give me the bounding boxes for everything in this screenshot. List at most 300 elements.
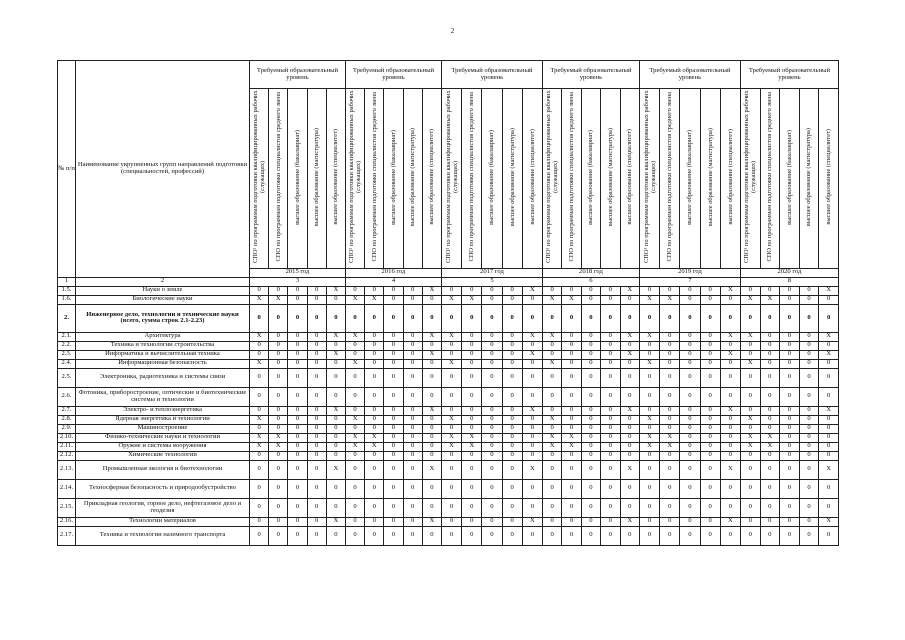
cell-value: 0 [522,424,542,433]
cell-value: 0 [581,368,600,387]
cell-value: 0 [700,415,720,424]
cell-value: 0 [780,359,800,368]
cell-value: 0 [522,295,542,304]
cell-value: 0 [422,341,441,350]
cell-value: 0 [660,526,680,545]
cell-value: 0 [250,517,269,526]
cell-value: 0 [462,387,482,406]
cell-value: 0 [522,341,542,350]
cell-value: 0 [502,451,522,460]
cell-value: 0 [307,442,326,451]
cell-value: 0 [542,498,561,517]
cell-value: 0 [403,295,422,304]
cell-value: 0 [780,332,800,341]
header-level-4 [700,89,720,269]
cell-value: 0 [384,304,403,332]
cell-value: X [720,460,740,479]
cell-value: 0 [365,406,384,415]
cell-value: X [422,517,441,526]
header-year: 2015 год [250,268,346,277]
header-level-text: высшее образование (бакалавриат) [293,129,301,225]
cell-value: 0 [660,368,680,387]
header-level-5 [326,89,345,269]
cell-value: 0 [799,517,819,526]
header-level-5 [720,89,740,269]
cell-value: 0 [403,433,422,442]
cell-value: 0 [522,415,542,424]
cell-value: 0 [581,350,600,359]
header-level-text: высшее образование (бакалавриат) [686,129,694,225]
header-level-group: Требуемый образовательный уровень [441,61,542,89]
cell-value: 0 [601,433,620,442]
cell-value: 0 [780,387,800,406]
cell-value: 0 [799,332,819,341]
cell-value: 0 [581,286,600,295]
cell-value: 0 [288,424,307,433]
cell-value: 0 [502,332,522,341]
cell-value: 0 [482,304,502,332]
education-requirements-table [57,60,839,546]
cell-value: 0 [620,341,639,350]
cell-value: 0 [780,295,800,304]
cell-value: 0 [482,332,502,341]
cell-value: 0 [462,479,482,498]
cell-value: 0 [799,424,819,433]
cell-value: 0 [740,424,760,433]
cell-value: 0 [482,424,502,433]
cell-value: X [660,433,680,442]
cell-value: 0 [819,368,839,387]
cell-value: X [326,286,345,295]
cell-value: 0 [384,406,403,415]
cell-value: 0 [502,460,522,479]
row-number: 2.3. [58,350,76,359]
cell-value: X [522,517,542,526]
cell-value: 0 [740,460,760,479]
row-name: Ядерная энергетика и технологии [76,415,250,424]
cell-value: 0 [819,442,839,451]
cell-value: 0 [581,460,600,479]
cell-value: 0 [760,526,780,545]
column-number: 1 [58,277,76,286]
cell-value: 0 [700,295,720,304]
cell-value: 0 [441,517,461,526]
cell-value: X [326,332,345,341]
cell-value: 0 [462,451,482,460]
cell-value: 0 [760,368,780,387]
cell-value: 0 [502,517,522,526]
cell-value: 0 [250,479,269,498]
header-level-4 [799,89,819,269]
table-row [58,350,839,359]
cell-value: 0 [799,526,819,545]
table-row [58,387,839,406]
cell-value: 0 [680,286,700,295]
cell-value: 0 [365,368,384,387]
cell-value: 0 [345,451,364,460]
table-row [58,368,839,387]
cell-value: 0 [581,406,600,415]
cell-value: 0 [269,341,288,350]
cell-value: 0 [700,460,720,479]
cell-value: 0 [780,442,800,451]
cell-value: 0 [601,387,620,406]
cell-value: 0 [660,424,680,433]
cell-value: 0 [345,526,364,545]
cell-value: 0 [581,498,600,517]
row-name: Промышленная экология и биотехнологии [76,460,250,479]
cell-value: 0 [639,368,659,387]
cell-value: 0 [482,442,502,451]
cell-value: 0 [269,424,288,433]
cell-value: 0 [799,286,819,295]
cell-value: 0 [680,295,700,304]
header-level-1 [740,89,760,269]
cell-value: 0 [680,460,700,479]
cell-value: X [639,359,659,368]
cell-value: 0 [720,359,740,368]
cell-value: 0 [422,424,441,433]
table-row [58,479,839,498]
cell-value: 0 [307,424,326,433]
table-row [58,517,839,526]
cell-value: 0 [269,498,288,517]
header-level-2 [269,89,288,269]
table-row [58,424,839,433]
cell-value: 0 [819,387,839,406]
cell-value: 0 [384,368,403,387]
cell-value: X [720,517,740,526]
table-row [58,498,839,517]
cell-value: 0 [819,526,839,545]
table-row [58,295,839,304]
cell-value: 0 [700,442,720,451]
cell-value: 0 [581,295,600,304]
cell-value: 0 [660,406,680,415]
cell-value: 0 [700,350,720,359]
header-level-text: высшее образование (бакалавриат) [389,129,397,225]
cell-value: 0 [760,406,780,415]
cell-value: 0 [462,498,482,517]
cell-value: X [522,332,542,341]
cell-value: 0 [422,359,441,368]
cell-value: X [639,433,659,442]
cell-value: 0 [639,498,659,517]
cell-value: 0 [307,332,326,341]
cell-value: X [422,350,441,359]
cell-value: X [639,295,659,304]
cell-value: 0 [462,304,482,332]
header-level-2 [660,89,680,269]
cell-value: 0 [502,433,522,442]
cell-value: 0 [288,479,307,498]
cell-value: 0 [581,387,600,406]
cell-value: 0 [819,341,839,350]
cell-value: 0 [639,304,659,332]
header-level-2 [365,89,384,269]
cell-value: 0 [288,295,307,304]
cell-value: 0 [384,526,403,545]
cell-value: 0 [250,460,269,479]
cell-value: 0 [326,526,345,545]
cell-value: 0 [639,387,659,406]
cell-value: 0 [482,451,502,460]
cell-value: 0 [620,442,639,451]
cell-value: 0 [502,526,522,545]
cell-value: 0 [660,350,680,359]
cell-value: 0 [660,479,680,498]
cell-value: 0 [760,332,780,341]
cell-value: 0 [288,350,307,359]
cell-value: 0 [740,517,760,526]
cell-value: 0 [542,451,561,460]
cell-value: 0 [700,526,720,545]
cell-value: X [819,286,839,295]
cell-value: 0 [482,433,502,442]
cell-value: 0 [403,286,422,295]
cell-value: 0 [269,350,288,359]
header-level-group: Требуемый образовательный уровень [639,61,740,89]
table-row [58,304,839,332]
cell-value: 0 [462,332,482,341]
cell-value: 0 [562,517,581,526]
header-level-text: СПО по программам подготовки специалистов среднего звена [274,92,282,262]
header-level-text: высшее образование (магистратура) [606,127,614,227]
cell-value: 0 [441,286,461,295]
cell-value: X [542,415,561,424]
cell-value: 0 [639,286,659,295]
cell-value: 0 [288,526,307,545]
header-level-3 [780,89,800,269]
cell-value: 0 [384,286,403,295]
cell-value: 0 [482,341,502,350]
cell-value: 0 [462,286,482,295]
cell-value: 0 [250,341,269,350]
cell-value: 0 [269,451,288,460]
cell-value: 0 [365,451,384,460]
cell-value: 0 [462,517,482,526]
cell-value: 0 [562,451,581,460]
cell-value: 0 [740,526,760,545]
cell-value: 0 [482,286,502,295]
row-number: 2.14. [58,479,76,498]
cell-value: 0 [384,479,403,498]
header-level-text: высшее образование (специалитет) [428,129,436,225]
cell-value: 0 [780,406,800,415]
header-level-text: СПО¹ по программам подготовки квалифицированных рабочих (служащих) [743,90,758,264]
header-level-2 [462,89,482,269]
cell-value: 0 [639,517,659,526]
header-year: 2016 год [345,268,441,277]
cell-value: 0 [482,295,502,304]
cell-value: X [250,415,269,424]
cell-value: 0 [441,479,461,498]
cell-value: 0 [345,368,364,387]
cell-value: 0 [288,332,307,341]
cell-value: 0 [620,387,639,406]
cell-value: 0 [639,341,659,350]
cell-value: 0 [482,387,502,406]
cell-value: 0 [700,451,720,460]
cell-value: 0 [502,286,522,295]
cell-value: 0 [720,341,740,350]
cell-value: 0 [365,479,384,498]
header-level-text: высшее образование (специалитет) [626,129,634,225]
cell-value: 0 [620,304,639,332]
cell-value: X [522,350,542,359]
header-level-text: СПО¹ по программам подготовки квалифицированных рабочих (служащих) [252,90,267,264]
cell-value: X [269,433,288,442]
cell-value: X [760,442,780,451]
cell-value: 0 [441,350,461,359]
cell-value: 0 [780,498,800,517]
header-name: Наименование укрупненных групп направлений подготовки (специальностей, профессий) [76,61,250,278]
cell-value: 0 [345,406,364,415]
cell-value: 0 [384,517,403,526]
table-row [58,286,839,295]
cell-value: 0 [403,332,422,341]
cell-value: 0 [542,424,561,433]
cell-value: 0 [307,286,326,295]
cell-value: 0 [326,359,345,368]
cell-value: 0 [581,341,600,350]
cell-value: 0 [700,341,720,350]
cell-value: 0 [462,341,482,350]
cell-value: 0 [799,442,819,451]
cell-value: 0 [799,341,819,350]
cell-value: 0 [720,304,740,332]
cell-value: X [441,442,461,451]
cell-value: 0 [403,415,422,424]
cell-value: 0 [502,415,522,424]
cell-value: 0 [307,498,326,517]
cell-value: 0 [365,332,384,341]
cell-value: 0 [482,479,502,498]
cell-value: 0 [760,304,780,332]
cell-value: 0 [307,368,326,387]
cell-value: 0 [799,415,819,424]
cell-value: 0 [365,359,384,368]
cell-value: 0 [760,498,780,517]
cell-value: 0 [403,387,422,406]
header-level-4 [502,89,522,269]
header-level-1 [542,89,561,269]
cell-value: 0 [601,442,620,451]
cell-value: 0 [269,359,288,368]
cell-value: 0 [680,442,700,451]
cell-value: X [326,350,345,359]
cell-value: 0 [307,433,326,442]
cell-value: 0 [720,498,740,517]
cell-value: 0 [601,451,620,460]
cell-value: 0 [250,387,269,406]
header-level-4 [307,89,326,269]
column-number: 4 [345,277,441,286]
cell-value: 0 [384,451,403,460]
cell-value: 0 [660,451,680,460]
cell-value: 0 [680,359,700,368]
cell-value: X [660,295,680,304]
cell-value: X [720,350,740,359]
cell-value: X [542,332,561,341]
cell-value: 0 [345,387,364,406]
cell-value: 0 [700,387,720,406]
cell-value: 0 [482,517,502,526]
cell-value: X [542,433,561,442]
header-level-text: высшее образование (специалитет) [332,129,340,225]
cell-value: 0 [542,368,561,387]
header-level-text: высшее образование (бакалавриат) [785,129,793,225]
cell-value: 0 [700,332,720,341]
cell-value: 0 [780,433,800,442]
cell-value: 0 [680,433,700,442]
header-level-3 [482,89,502,269]
cell-value: 0 [680,332,700,341]
cell-value: 0 [422,433,441,442]
cell-value: X [620,460,639,479]
cell-value: 0 [542,350,561,359]
row-number: 2.9. [58,424,76,433]
cell-value: 0 [345,341,364,350]
cell-value: 0 [542,517,561,526]
cell-value: X [422,332,441,341]
cell-value: 0 [250,526,269,545]
cell-value: X [562,295,581,304]
cell-value: 0 [288,415,307,424]
cell-value: 0 [620,359,639,368]
row-number: 2.5. [58,368,76,387]
cell-value: X [620,406,639,415]
cell-value: 0 [819,451,839,460]
cell-value: 0 [403,526,422,545]
cell-value: 0 [780,479,800,498]
cell-value: 0 [384,295,403,304]
cell-value: 0 [780,424,800,433]
cell-value: 0 [639,526,659,545]
cell-value: 0 [422,415,441,424]
cell-value: 0 [326,295,345,304]
header-year: 2017 год [441,268,542,277]
cell-value: X [345,415,364,424]
row-name: Инженерное дело, технологии и технические науки (всего, сумма строк 2.1-2.23) [76,304,250,332]
cell-value: 0 [462,406,482,415]
cell-value: 0 [639,460,659,479]
cell-value: 0 [700,304,720,332]
cell-value: 0 [620,368,639,387]
cell-value: 0 [326,415,345,424]
cell-value: 0 [639,350,659,359]
cell-value: 0 [482,406,502,415]
cell-value: 0 [639,406,659,415]
cell-value: 0 [326,424,345,433]
cell-value: 0 [819,424,839,433]
cell-value: 0 [269,387,288,406]
cell-value: 0 [700,359,720,368]
cell-value: 0 [269,517,288,526]
row-name: Машиностроение [76,424,250,433]
header-level-5 [522,89,542,269]
cell-value: 0 [345,498,364,517]
cell-value: 0 [660,341,680,350]
cell-value: 0 [601,460,620,479]
cell-value: 0 [365,350,384,359]
row-number: 2.4. [58,359,76,368]
cell-value: 0 [250,451,269,460]
cell-value: 0 [365,286,384,295]
cell-value: 0 [502,424,522,433]
cell-value: X [250,359,269,368]
cell-value: X [819,332,839,341]
